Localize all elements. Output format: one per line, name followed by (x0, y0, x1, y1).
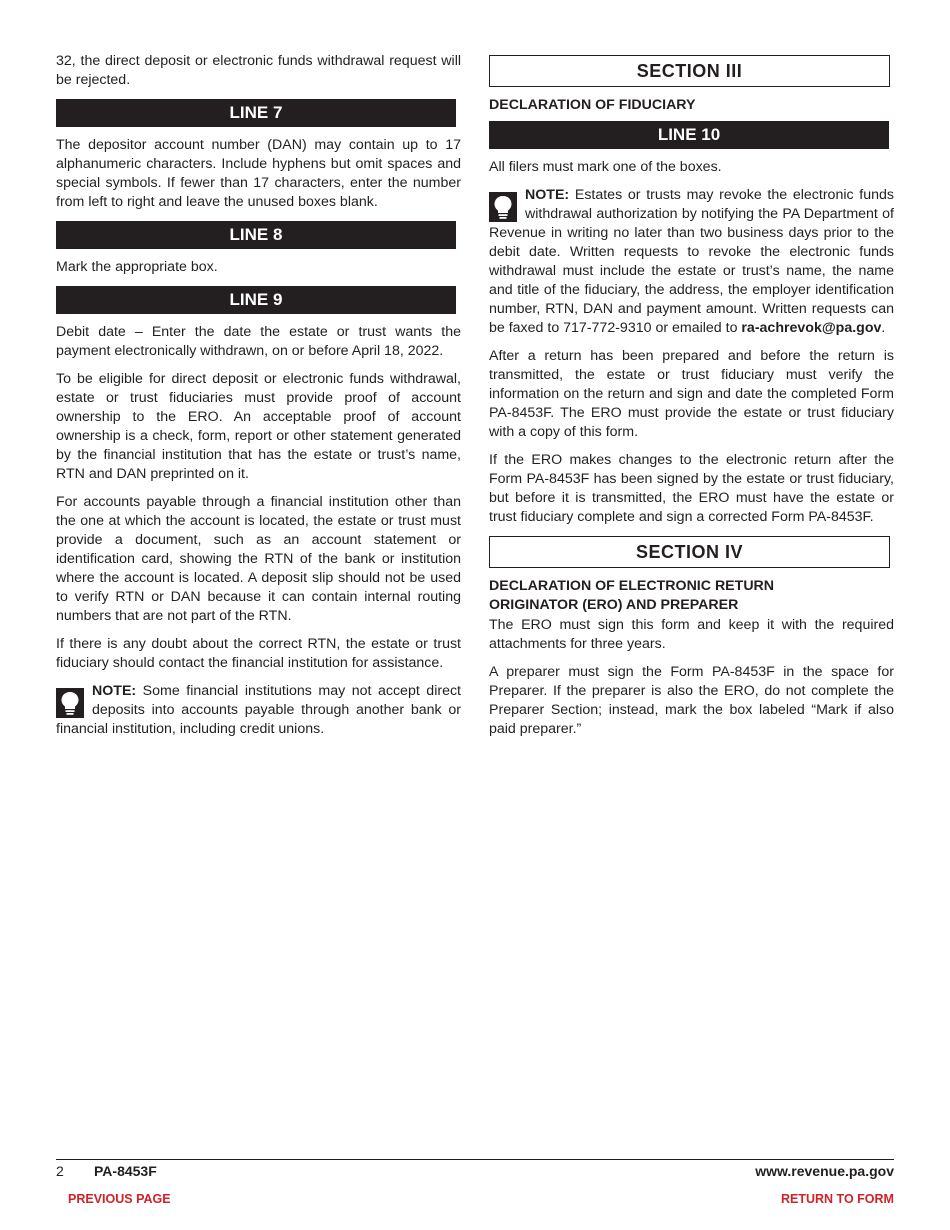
line-9-note (56, 682, 461, 739)
line-10-text: All filers must mark one of the boxes. (489, 159, 722, 175)
previous-page-link[interactable]: PREVIOUS PAGE (68, 1192, 171, 1206)
note-text: Some financial institutions may not accept direct deposits into accounts payable through another bank or financial institution, including credit unions. (56, 683, 461, 737)
line-10-heading: LINE 10 (489, 121, 889, 149)
line-10-note (489, 186, 894, 338)
section-4-subhead-line1: DECLARATION OF ELECTRONIC RETURN (489, 578, 775, 594)
intro-text: 32, the direct deposit or electronic funds withdrawal request will be rejected. (56, 53, 461, 88)
note-label: NOTE: (525, 187, 570, 203)
left-column (56, 52, 461, 748)
line-9-eligibility: To be eligible for direct deposit or electronic funds withdrawal, estate or trust fiduciaries must provide proof of account ownership to the ERO. An acceptable proof of account ownership is a check, form, report or other statement generated by the financial institution that has the estate or trust’s name, RTN and DAN preprinted on it. (56, 371, 461, 482)
line-8-text: Mark the appropriate box. (56, 259, 218, 275)
section-3-subhead: DECLARATION OF FIDUCIARY (489, 97, 696, 113)
line-9-debit-date: Debit date – Enter the date the estate or trust wants the payment electronically withdrawn, on or before April 18, 2022. (56, 324, 461, 359)
website-link: www.revenue.pa.gov (755, 1163, 894, 1179)
section-4-subhead-line2: ORIGINATOR (ERO) AND PREPARER (489, 597, 739, 613)
section-4-subhead (489, 577, 894, 615)
line-10-verify-text: After a return has been prepared and before the return is transmitted, the estate or trust fiduciary must verify the information on the return and sign and date the completed Form PA-8453F. The ERO must provide the estate or trust fiduciary with a copy of this form. (489, 348, 894, 440)
note-text: Estates or trusts may revoke the electronic funds withdrawal authorization by notifying the PA Department of Revenue in writing no later than two business days prior to the debit date. Written requests to revoke the electronic funds withdrawal must include the estate or trust’s name, the name and title of the fiduciary, the address, the employer identification number, RTN, DAN and payment amount. Written requests can be faxed to 717-772-9310 or emailed to (489, 187, 894, 336)
note-end: . (881, 320, 886, 336)
line-9-heading: LINE 9 (56, 286, 456, 314)
lightbulb-icon (56, 688, 84, 718)
line-9-rtn-doubt: If there is any doubt about the correct RTN, the estate or trust fiduciary should contact the financial institution for assistance. (56, 636, 461, 671)
line-7-text: The depositor account number (DAN) may contain up to 17 alphanumeric characters. Include hyphens but omit spaces and special symbols. If fewer than 17 characters, enter the number from left to right and leave the unused boxes blank. (56, 137, 461, 210)
line-10-changes-text: If the ERO makes changes to the electronic return after the Form PA-8453F has been signed by the estate or trust fiduciary, but before it is transmitted, the ERO must have the estate or trust fiduciary complete and sign a corrected Form PA-8453F. (489, 452, 894, 525)
form-name: PA-8453F (94, 1163, 157, 1179)
revoke-email: ra-achrevok@pa.gov (741, 320, 882, 336)
return-to-form-link[interactable]: RETURN TO FORM (781, 1192, 894, 1206)
lightbulb-icon (489, 192, 517, 222)
line-7-heading: LINE 7 (56, 99, 456, 127)
page-footer (56, 1159, 894, 1182)
note-label: NOTE: (92, 683, 137, 699)
section-3-heading: SECTION III (489, 55, 890, 87)
page-number: 2 (56, 1163, 64, 1179)
right-column (489, 52, 894, 748)
section-4-preparer-text: A preparer must sign the Form PA-8453F in the space for Preparer. If the preparer is also the ERO, do not complete the Preparer Section; instead, mark the box labeled “Mark if also paid preparer.” (489, 664, 894, 737)
line-8-heading: LINE 8 (56, 221, 456, 249)
section-4-ero-text: The ERO must sign this form and keep it with the required attachments for three years. (489, 617, 894, 652)
line-9-accounts-payable: For accounts payable through a financial institution other than the one at which the account is located, the estate or trust must provide a document, such as an account statement or identification card, showing the RTN of the bank or institution where the account is located. A deposit slip should not be used to verify RTN or DAN because it can contain internal routing numbers that are not part of the RTN. (56, 494, 461, 624)
section-4-heading: SECTION IV (489, 536, 890, 568)
